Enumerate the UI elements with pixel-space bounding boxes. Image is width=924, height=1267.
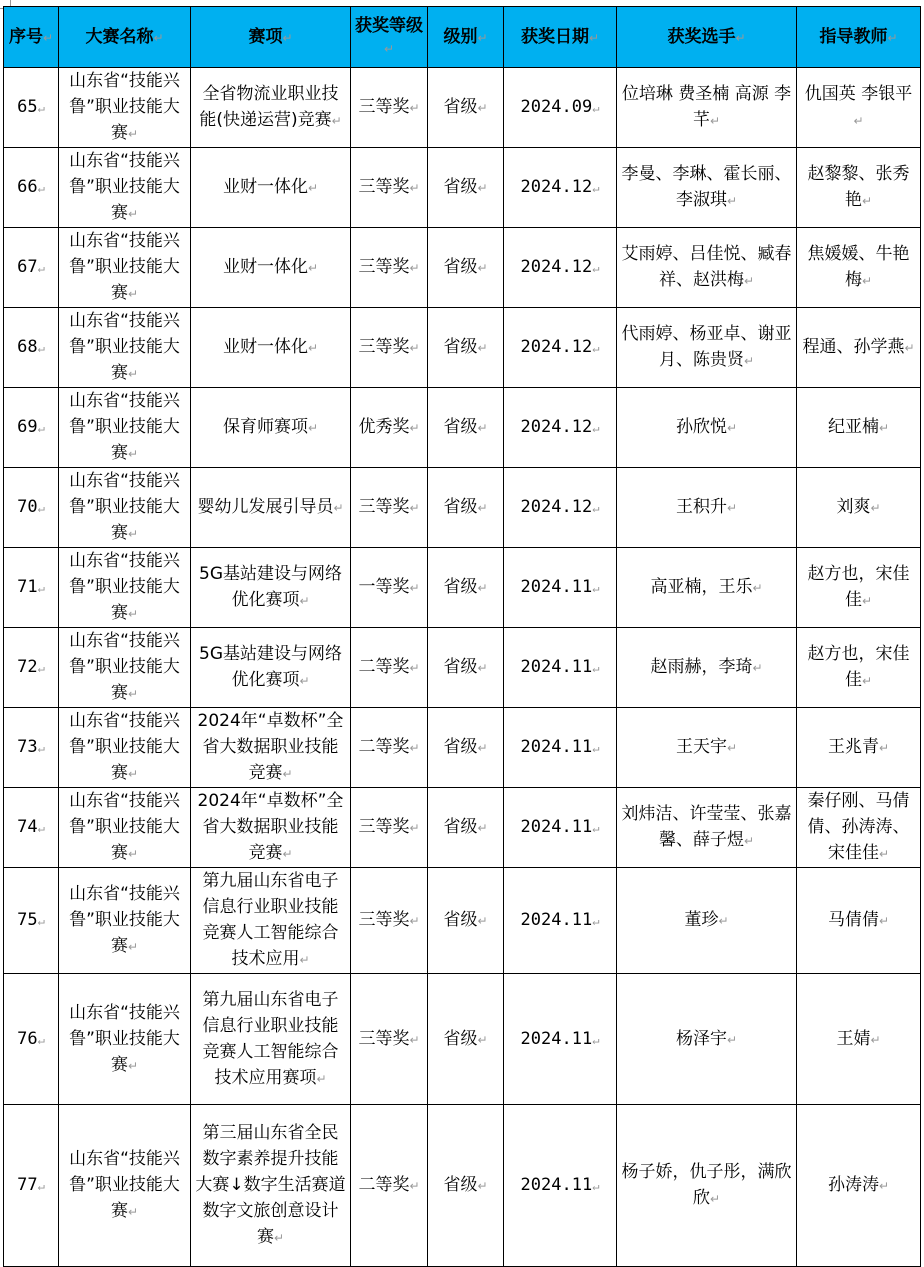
cell-event: 2024年“卓数杯”全省大数据职业技能竞赛↵: [191, 708, 351, 788]
paragraph-mark: ↵: [37, 261, 45, 275]
cell-students: 艾雨婷、吕佳悦、臧春祥、赵洪梅↵: [617, 228, 797, 308]
cell-no: 65↵: [4, 68, 59, 148]
cell-no: 72↵: [4, 628, 59, 708]
table-row: [4, 1105, 921, 1267]
cell-award: 三等奖↵: [351, 228, 428, 308]
cell-award: 一等奖↵: [351, 548, 428, 628]
paragraph-mark: ↵: [409, 181, 420, 195]
paragraph-mark: ↵: [477, 421, 488, 435]
paragraph-mark: ↵: [273, 1231, 285, 1245]
cell-level: 省级↵: [428, 228, 504, 308]
paragraph-mark: ↵: [37, 101, 45, 115]
table-row: [4, 788, 921, 868]
cell-competition: 山东省“技能兴鲁”职业技能大赛↵: [59, 708, 191, 788]
paragraph-mark: ↵: [299, 674, 310, 688]
paragraph-mark: ↵: [861, 674, 873, 688]
cell-no: 77↵: [4, 1105, 59, 1267]
paragraph-mark: ↵: [592, 421, 600, 435]
paragraph-mark: ↵: [592, 1179, 600, 1193]
paragraph-mark: ↵: [878, 741, 890, 755]
paragraph-mark: ↵: [477, 1032, 488, 1047]
cell-event: 全省物流业职业技能(快递运营)竞赛↵: [191, 68, 351, 148]
paragraph-mark: ↵: [127, 367, 139, 381]
cell-no: 73↵: [4, 708, 59, 788]
header-students: 获奖选手↵: [617, 7, 797, 68]
paragraph-mark: ↵: [477, 501, 488, 515]
paragraph-mark: ↵: [588, 30, 600, 45]
paragraph-mark: ↵: [307, 181, 319, 195]
paragraph-mark: ↵: [853, 114, 864, 128]
paragraph-mark: ↵: [282, 847, 293, 861]
cell-competition: 山东省“技能兴鲁”职业技能大赛↵: [59, 228, 191, 308]
table-header: [4, 7, 921, 68]
cell-event: 2024年“卓数杯”全省大数据职业技能竞赛↵: [191, 788, 351, 868]
cell-date: 2024.12↵: [504, 468, 617, 548]
paragraph-mark: ↵: [127, 447, 139, 461]
cell-level: 省级↵: [428, 388, 504, 468]
paragraph-mark: ↵: [878, 1179, 890, 1193]
paragraph-mark: ↵: [592, 101, 600, 115]
paragraph-mark: ↵: [904, 341, 915, 355]
cell-no: 70↵: [4, 468, 59, 548]
cell-date: 2024.11↵: [504, 868, 617, 974]
paragraph-mark: ↵: [127, 527, 139, 541]
paragraph-mark: ↵: [127, 767, 139, 781]
paragraph-mark: ↵: [409, 581, 420, 595]
cell-teachers: 程通、孙学燕↵: [797, 308, 921, 388]
cell-award: 三等奖↵: [351, 788, 428, 868]
paragraph-mark: ↵: [331, 114, 342, 128]
cell-no: 74↵: [4, 788, 59, 868]
paragraph-mark: ↵: [861, 194, 873, 208]
paragraph-mark: ↵: [752, 661, 763, 675]
paragraph-mark: ↵: [127, 940, 139, 954]
table-row: [4, 148, 921, 228]
cell-level: 省级↵: [428, 708, 504, 788]
header-date: 获奖日期↵: [504, 7, 617, 68]
cell-competition: 山东省“技能兴鲁”职业技能大赛↵: [59, 788, 191, 868]
header-no: 序号↵: [4, 7, 59, 68]
cell-level: 省级↵: [428, 1105, 504, 1267]
paragraph-mark: ↵: [743, 834, 755, 848]
paragraph-mark: ↵: [592, 914, 600, 928]
paragraph-mark: ↵: [709, 1192, 721, 1206]
cell-event: 5G基站建设与网络优化赛项↵: [191, 548, 351, 628]
paragraph-mark: ↵: [726, 421, 738, 435]
paragraph-mark: ↵: [37, 741, 45, 755]
cell-date: 2024.09↵: [504, 68, 617, 148]
paragraph-mark: ↵: [409, 101, 420, 115]
cell-no: 75↵: [4, 868, 59, 974]
paragraph-mark: ↵: [153, 30, 164, 45]
cell-no: 76↵: [4, 974, 59, 1105]
paragraph-mark: ↵: [735, 30, 746, 45]
cell-event: 业财一体化↵: [191, 228, 351, 308]
paragraph-mark: ↵: [409, 421, 420, 435]
cell-level: 省级↵: [428, 68, 504, 148]
cell-teachers: 赵黎黎、张秀艳↵: [797, 148, 921, 228]
cell-teachers: 马倩倩↵: [797, 868, 921, 974]
cell-competition: 山东省“技能兴鲁”职业技能大赛↵: [59, 868, 191, 974]
table-row: [4, 628, 921, 708]
paragraph-mark: ↵: [477, 341, 488, 355]
paragraph-mark: ↵: [37, 1032, 45, 1047]
cell-date: 2024.11↵: [504, 708, 617, 788]
cell-level: 省级↵: [428, 788, 504, 868]
table-row: [4, 228, 921, 308]
paragraph-mark: ↵: [726, 1032, 738, 1047]
paragraph-mark: ↵: [409, 661, 420, 675]
paragraph-mark: ↵: [127, 687, 139, 701]
paragraph-mark: ↵: [887, 30, 898, 45]
cell-competition: 山东省“技能兴鲁”职业技能大赛↵: [59, 1105, 191, 1267]
table-row: [4, 468, 921, 548]
paragraph-mark: ↵: [726, 741, 738, 755]
cell-award: 三等奖↵: [351, 468, 428, 548]
cell-students: 董珍↵: [617, 868, 797, 974]
cell-award: 三等奖↵: [351, 868, 428, 974]
cell-students: 孙欣悦↵: [617, 388, 797, 468]
paragraph-mark: ↵: [709, 114, 721, 128]
table-body: [4, 68, 921, 1267]
paragraph-mark: ↵: [870, 501, 881, 515]
cell-date: 2024.11↵: [504, 788, 617, 868]
cell-award: 三等奖↵: [351, 974, 428, 1105]
paragraph-mark: ↵: [37, 914, 45, 928]
paragraph-mark: ↵: [592, 181, 600, 195]
cell-award: 二等奖↵: [351, 708, 428, 788]
header-award: 获奖等级↵: [351, 7, 428, 68]
header-row: [4, 7, 921, 68]
cell-award: 优秀奖↵: [351, 388, 428, 468]
cell-no: 66↵: [4, 148, 59, 228]
table-row: [4, 708, 921, 788]
cell-students: 刘炜洁、许莹莹、张嘉馨、薛子煜↵: [617, 788, 797, 868]
cell-level: 省级↵: [428, 628, 504, 708]
cell-event: 第九届山东省电子信息行业职业技能竞赛人工智能综合技术应用赛项↵: [191, 974, 351, 1105]
cell-students: 李曼、李琳、霍长丽、李淑琪↵: [617, 148, 797, 228]
paragraph-mark: ↵: [477, 661, 488, 675]
paragraph-mark: ↵: [37, 421, 45, 435]
cell-award: 三等奖↵: [351, 68, 428, 148]
paragraph-mark: ↵: [37, 821, 45, 835]
header-teachers: 指导教师↵: [797, 7, 921, 68]
cell-level: 省级↵: [428, 148, 504, 228]
cell-event: 5G基站建设与网络优化赛项↵: [191, 628, 351, 708]
cell-teachers: 刘爽↵: [797, 468, 921, 548]
paragraph-mark: ↵: [127, 607, 139, 621]
paragraph-mark: ↵: [592, 501, 600, 515]
paragraph-mark: ↵: [307, 421, 319, 435]
paragraph-mark: ↵: [752, 581, 763, 595]
cell-event: 保育师赛项↵: [191, 388, 351, 468]
cell-teachers: 赵方也，宋佳佳↵: [797, 548, 921, 628]
paragraph-mark: ↵: [37, 581, 45, 595]
paragraph-mark: ↵: [37, 661, 45, 675]
paragraph-mark: ↵: [592, 261, 600, 275]
cell-students: 赵雨赫，李琦↵: [617, 628, 797, 708]
table-row: [4, 308, 921, 388]
cell-students: 高亚楠，王乐↵: [617, 548, 797, 628]
cell-competition: 山东省“技能兴鲁”职业技能大赛↵: [59, 148, 191, 228]
paragraph-mark: ↵: [42, 30, 54, 45]
paragraph-mark: ↵: [878, 847, 890, 861]
cell-award: 三等奖↵: [351, 308, 428, 388]
table-row: [4, 548, 921, 628]
paragraph-mark: ↵: [878, 914, 890, 928]
cell-event: 业财一体化↵: [191, 148, 351, 228]
paragraph-mark: ↵: [316, 1071, 327, 1086]
cell-students: 代雨婷、杨亚卓、谢亚月、陈贵贤↵: [617, 308, 797, 388]
awards-table: [3, 6, 921, 1267]
cell-date: 2024.11↵: [504, 628, 617, 708]
cell-date: 2024.11↵: [504, 1105, 617, 1267]
paragraph-mark: ↵: [299, 953, 310, 967]
paragraph-mark: ↵: [477, 30, 488, 45]
paragraph-mark: ↵: [409, 1179, 420, 1193]
table-row: [4, 68, 921, 148]
cell-teachers: 王兆青↵: [797, 708, 921, 788]
cell-level: 省级↵: [428, 468, 504, 548]
cell-competition: 山东省“技能兴鲁”职业技能大赛↵: [59, 548, 191, 628]
paragraph-mark: ↵: [307, 341, 319, 355]
cell-teachers: 纪亚楠↵: [797, 388, 921, 468]
paragraph-mark: ↵: [477, 181, 488, 195]
paragraph-mark: ↵: [37, 501, 45, 515]
paragraph-mark: ↵: [477, 1179, 488, 1193]
paragraph-mark: ↵: [477, 261, 488, 275]
cell-event: 业财一体化↵: [191, 308, 351, 388]
paragraph-mark: ↵: [477, 914, 488, 928]
paragraph-mark: ↵: [282, 30, 293, 45]
cell-students: 杨子娇，仇子彤，满欣欣↵: [617, 1105, 797, 1267]
cell-date: 2024.12↵: [504, 148, 617, 228]
paragraph-mark: ↵: [37, 341, 45, 355]
table-row: [4, 388, 921, 468]
cell-level: 省级↵: [428, 974, 504, 1105]
paragraph-mark: ↵: [870, 1032, 881, 1047]
paragraph-mark: ↵: [37, 1179, 45, 1193]
cell-no: 68↵: [4, 308, 59, 388]
paragraph-mark: ↵: [477, 821, 488, 835]
cell-competition: 山东省“技能兴鲁”职业技能大赛↵: [59, 628, 191, 708]
cell-teachers: 仇国英 李银平↵: [797, 68, 921, 148]
paragraph-mark: ↵: [383, 41, 395, 56]
cell-students: 王积升↵: [617, 468, 797, 548]
paragraph-mark: ↵: [861, 274, 873, 288]
cell-award: 三等奖↵: [351, 148, 428, 228]
table-row: [4, 974, 921, 1105]
paragraph-mark: ↵: [409, 501, 420, 515]
paragraph-mark: ↵: [299, 594, 310, 608]
paragraph-mark: ↵: [726, 501, 738, 515]
cell-competition: 山东省“技能兴鲁”职业技能大赛↵: [59, 974, 191, 1105]
cell-event: 婴幼儿发展引导员↵: [191, 468, 351, 548]
paragraph-mark: ↵: [592, 1032, 600, 1047]
paragraph-mark: ↵: [743, 354, 755, 368]
cell-competition: 山东省“技能兴鲁”职业技能大赛↵: [59, 388, 191, 468]
cell-date: 2024.12↵: [504, 308, 617, 388]
cell-event: 第三届山东省全民数字素养提升技能大赛↓数字生活赛道数字文旅创意设计赛↵: [191, 1105, 351, 1267]
cell-competition: 山东省“技能兴鲁”职业技能大赛↵: [59, 308, 191, 388]
cell-award: 二等奖↵: [351, 1105, 428, 1267]
paragraph-mark: ↵: [127, 127, 139, 141]
paragraph-mark: ↵: [37, 181, 45, 195]
cell-level: 省级↵: [428, 548, 504, 628]
cell-no: 69↵: [4, 388, 59, 468]
cell-level: 省级↵: [428, 868, 504, 974]
cell-award: 二等奖↵: [351, 628, 428, 708]
paragraph-mark: ↵: [409, 1032, 420, 1047]
paragraph-mark: ↵: [592, 821, 600, 835]
cell-no: 71↵: [4, 548, 59, 628]
paragraph-mark: ↵: [592, 581, 600, 595]
paragraph-mark: ↵: [726, 194, 738, 208]
cell-level: 省级↵: [428, 308, 504, 388]
paragraph-mark: ↵: [592, 661, 600, 675]
paragraph-mark: ↵: [477, 101, 488, 115]
header-level: 级别↵: [428, 7, 504, 68]
cell-teachers: 焦媛媛、牛艳梅↵: [797, 228, 921, 308]
paragraph-mark: ↵: [477, 581, 488, 595]
paragraph-mark: ↵: [127, 1058, 139, 1073]
paragraph-mark: ↵: [409, 914, 420, 928]
paragraph-mark: ↵: [477, 741, 488, 755]
paragraph-mark: ↵: [127, 1205, 139, 1219]
paragraph-mark: ↵: [409, 741, 420, 755]
paragraph-mark: ↵: [409, 341, 420, 355]
paragraph-mark: ↵: [592, 341, 600, 355]
paragraph-mark: ↵: [718, 914, 729, 928]
cell-competition: 山东省“技能兴鲁”职业技能大赛↵: [59, 68, 191, 148]
cell-event: 第九届山东省电子信息行业职业技能竞赛人工智能综合技术应用↵: [191, 868, 351, 974]
paragraph-mark: ↵: [127, 287, 139, 301]
paragraph-mark: ↵: [409, 261, 420, 275]
cell-competition: 山东省“技能兴鲁”职业技能大赛↵: [59, 468, 191, 548]
paragraph-mark: ↵: [127, 207, 139, 221]
paragraph-mark: ↵: [878, 421, 890, 435]
cell-teachers: 秦仔刚、马倩倩、孙涛涛、宋佳佳↵: [797, 788, 921, 868]
cell-date: 2024.11↵: [504, 548, 617, 628]
cell-teachers: 赵方也，宋佳佳↵: [797, 628, 921, 708]
paragraph-mark: ↵: [861, 594, 873, 608]
cell-students: 王天宇↵: [617, 708, 797, 788]
paragraph-mark: ↵: [592, 741, 600, 755]
paragraph-mark: ↵: [409, 821, 420, 835]
cell-date: 2024.12↵: [504, 228, 617, 308]
paragraph-mark: ↵: [743, 274, 755, 288]
paragraph-mark: ↵: [127, 847, 139, 861]
header-competition: 大赛名称↵: [59, 7, 191, 68]
paragraph-mark: ↵: [307, 261, 319, 275]
paragraph-mark: ↵: [282, 767, 293, 781]
cell-no: 67↵: [4, 228, 59, 308]
cell-students: 杨泽宇↵: [617, 974, 797, 1105]
paragraph-mark: ↵: [333, 501, 344, 515]
cell-date: 2024.11↵: [504, 974, 617, 1105]
cell-teachers: 王婧↵: [797, 974, 921, 1105]
header-event: 赛项↵: [191, 7, 351, 68]
cell-students: 位培琳 费圣楠 高源 李芊↵: [617, 68, 797, 148]
table-row: [4, 868, 921, 974]
cell-teachers: 孙涛涛↵: [797, 1105, 921, 1267]
cell-date: 2024.12↵: [504, 388, 617, 468]
